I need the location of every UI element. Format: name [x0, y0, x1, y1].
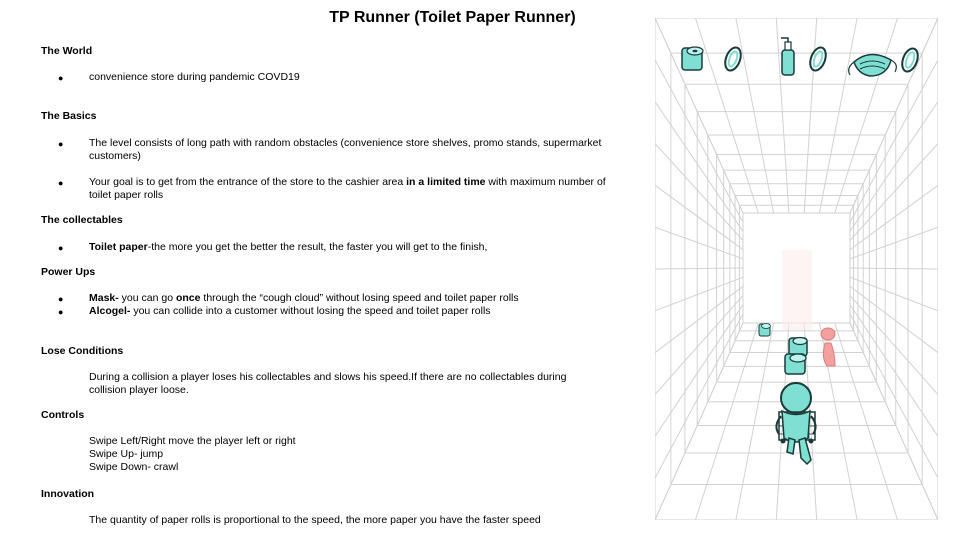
control-line: Swipe Left/Right move the player left or right: [89, 435, 296, 447]
grid-line: [835, 18, 898, 213]
toilet-paper-icon: [759, 324, 771, 337]
cough-cloud-glow: [782, 250, 812, 330]
toilet-paper-icon: [789, 338, 807, 357]
mask-pre: you can go: [118, 292, 176, 304]
alcogel-rest: you can collide into a customer without losing the speed and toilet paper rolls: [130, 305, 491, 317]
world-item: convenience store during pandemic COVD19: [89, 71, 300, 83]
grid-line: [850, 305, 938, 437]
grid-line: [655, 323, 743, 520]
powerup-mask: [89, 292, 619, 305]
mask-icon: [849, 54, 897, 76]
heading-innovation: Innovation: [41, 488, 95, 500]
grid-line: [695, 323, 758, 520]
alcogel-bold: Alcogel-: [89, 305, 131, 317]
bullet: ●: [58, 73, 64, 83]
powerup-alcogel: [89, 305, 619, 318]
mask-bold: Mask-: [89, 292, 119, 304]
heading-controls: Controls: [41, 409, 85, 421]
bullet: ●: [58, 307, 64, 317]
ring-icon: [899, 46, 920, 73]
grid-line: [655, 305, 743, 437]
grid-line: [850, 18, 938, 213]
lose-text: During a collision a player loses his collectables and slows his speed.If there are no collectables during collision player loose.: [89, 371, 567, 396]
heading-collectables: The collectables: [41, 214, 123, 226]
customer-obstacle: [821, 328, 835, 366]
bullet: ●: [58, 294, 64, 304]
innovation-text: The quantity of paper rolls is proportional to the speed, the more paper you have the faster speed: [89, 514, 541, 526]
mask-post: through the “cough cloud” without losing speed and toilet paper rolls: [200, 292, 519, 304]
basics-goal-rest: with maximum number of toilet paper rolls: [89, 176, 606, 201]
heading-world: The World: [41, 45, 93, 57]
bullet: ●: [58, 178, 64, 188]
collectables-bold: Toilet paper: [89, 241, 148, 253]
basics-item-2: [89, 176, 619, 202]
ring-icon: [722, 45, 743, 72]
bullet: ●: [58, 243, 64, 253]
ring-icon: [807, 45, 828, 72]
heading-basics: The Basics: [41, 110, 97, 122]
grid-line: [850, 102, 938, 232]
control-line: Swipe Up- jump: [89, 448, 164, 460]
alcogel-icon: [781, 38, 794, 75]
player-character: [776, 383, 815, 464]
game-illustration: [655, 18, 938, 520]
grid-line: [695, 18, 758, 213]
heading-lose: Lose Conditions: [41, 345, 124, 357]
basics-item-1: The level consists of long path with random obstacles (convenience store shelves, promo stands, supermarket customers): [89, 137, 602, 162]
basics-goal-text: Your goal is to get from the entrance of the store to the cashier area: [89, 176, 407, 188]
grid-line: [835, 323, 898, 520]
bullet: ●: [58, 139, 64, 149]
collectables-rest: -the more you get the better the result, the faster you will get to the finish,: [147, 241, 488, 253]
collectables-item: [89, 241, 619, 254]
control-line: Swipe Down- crawl: [89, 461, 179, 473]
mask-once: once: [175, 292, 201, 304]
page-title: TP Runner (Toilet Paper Runner): [329, 9, 576, 26]
toilet-paper-icon: [682, 47, 703, 70]
heading-powerups: Power Ups: [41, 266, 96, 278]
grid-line: [850, 323, 938, 520]
toilet-paper-icon: [785, 354, 806, 374]
basics-goal-bold: in a limited time: [406, 176, 486, 188]
grid-line: [655, 102, 743, 232]
